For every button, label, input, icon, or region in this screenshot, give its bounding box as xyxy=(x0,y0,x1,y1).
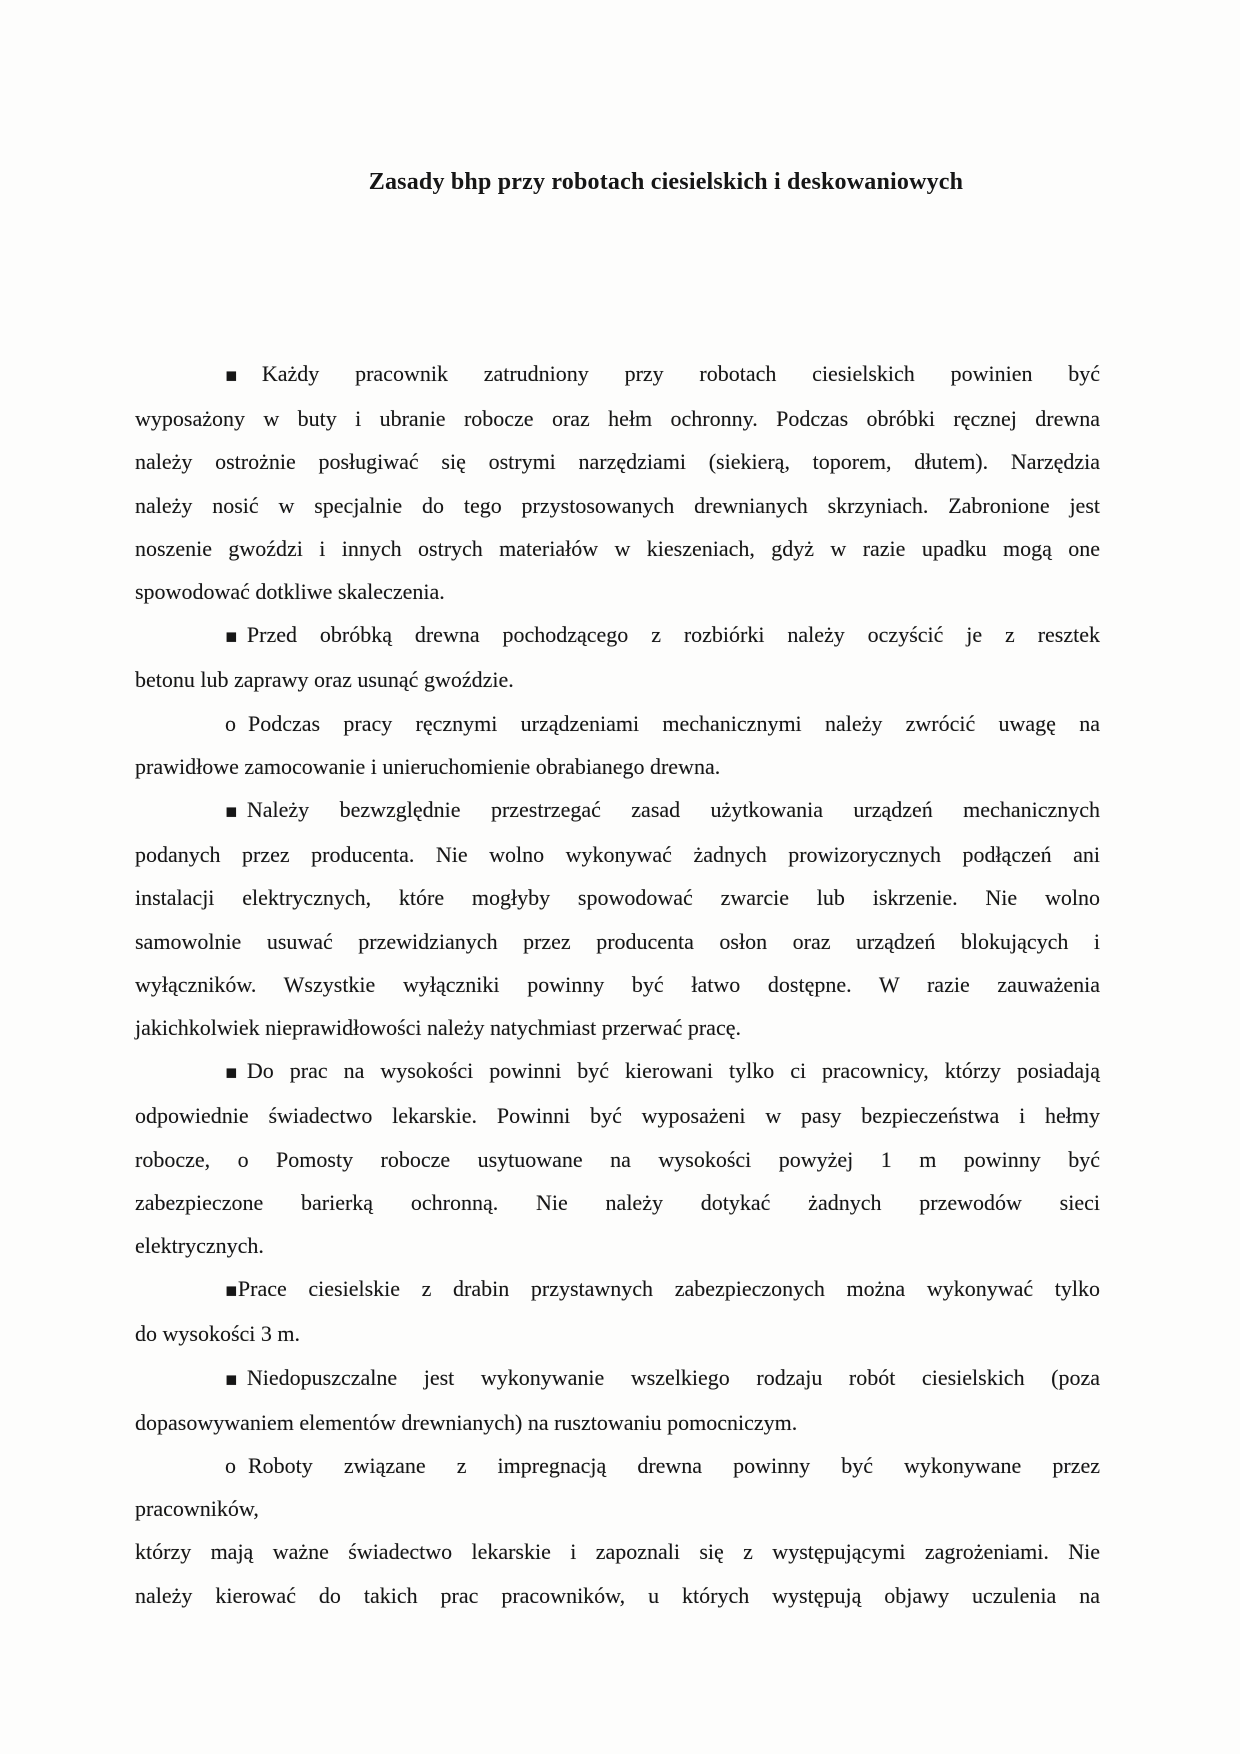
text-line xyxy=(135,613,1100,658)
line-text: dopasowywaniem elementów drewnianych) na rusztowaniu pomocniczym. xyxy=(135,1409,798,1435)
text-line xyxy=(135,658,1100,701)
text-line xyxy=(135,1049,1100,1094)
text-line xyxy=(135,570,1100,613)
line-text: Należy bezwzględnie przestrzegać zasad użytkowania urządzeń mechanicznych xyxy=(246,797,1100,823)
bullet-square-icon: ▪ xyxy=(225,1367,238,1390)
line-text: noszenie gwoździ i innych ostrych materiałów w kieszeniach, gdyż w razie upadku mogą one xyxy=(135,535,1100,561)
line-text: pracowników, xyxy=(135,1496,259,1522)
text-line xyxy=(135,484,1100,527)
line-text: Każdy pracownik zatrudniony przy robotach ciesielskich powinien być xyxy=(261,361,1100,386)
text-line xyxy=(135,788,1100,833)
line-text: do wysokości 3 m. xyxy=(135,1321,300,1347)
text-line xyxy=(135,1267,1100,1312)
text-line xyxy=(135,702,1100,745)
line-text: samowolnie usuwać przewidzianych przez producenta osłon oraz urządzeń blokujących i xyxy=(135,928,1100,954)
text-line xyxy=(135,397,1100,440)
text-line xyxy=(135,440,1100,483)
text-line xyxy=(135,920,1100,963)
text-line xyxy=(135,1401,1100,1444)
text-line xyxy=(135,1444,1100,1487)
line-text: elektrycznych. xyxy=(135,1233,264,1259)
line-text: Niedopuszczalne jest wykonywanie wszelkiego rodzaju robót ciesielskich (poza xyxy=(246,1364,1100,1390)
text-line xyxy=(135,527,1100,570)
line-text: prawidłowe zamocowanie i unieruchomienie obrabianego drewna. xyxy=(135,753,721,779)
text-line xyxy=(135,963,1100,1006)
line-text: którzy mają ważne świadectwo lekarskie i zapoznali się z występującymi zagrożeniami. Nie xyxy=(135,1539,1100,1565)
line-text: Podczas pracy ręcznymi urządzeniami mechanicznymi należy zwrócić uwagę na xyxy=(248,710,1100,736)
text-line xyxy=(135,352,1100,397)
text-line xyxy=(135,1224,1100,1267)
text-line xyxy=(135,1138,1100,1181)
line-text: wyłączników. Wszystkie wyłączniki powinny być łatwo dostępne. W razie zauważenia xyxy=(135,971,1100,997)
line-text: spowodować dotkliwe skaleczenia. xyxy=(135,579,445,605)
line-text: należy ostrożnie posługiwać się ostrymi narzędziami (siekierą, toporem, dłutem). Narzędzia xyxy=(135,449,1100,475)
text-line xyxy=(135,1574,1100,1617)
line-text: odpowiednie świadectwo lekarskie. Powinni być wyposażeni w pasy bezpieczeństwa i hełmy xyxy=(135,1103,1100,1129)
bullet-o-marker: o xyxy=(225,1453,236,1479)
bullet-square-icon: ▪ xyxy=(225,1061,238,1084)
bullet-square-icon: ▪ xyxy=(225,364,238,386)
line-text: podanych przez producenta. Nie wolno wykonywać żadnych prowizorycznych podłączeń ani xyxy=(135,842,1100,868)
line-text: wyposażony w buty i ubranie robocze oraz hełm ochronny. Podczas obróbki ręcznej drewna xyxy=(135,406,1100,432)
text-line xyxy=(135,745,1100,788)
line-text: robocze, o Pomosty robocze usytuowane na wysokości powyżej 1 m powinny być xyxy=(135,1146,1100,1172)
bullet-square-icon: ▪ xyxy=(225,800,238,823)
document-body xyxy=(135,352,1100,1617)
bullet-square-icon: ▪ xyxy=(225,1279,238,1302)
text-line xyxy=(135,833,1100,876)
text-line xyxy=(135,1181,1100,1224)
text-line xyxy=(135,1487,1100,1530)
text-line xyxy=(135,1530,1100,1573)
text-line xyxy=(135,876,1100,919)
line-text: betonu lub zaprawy oraz usunąć gwoździe. xyxy=(135,667,514,693)
bullet-square-icon: ▪ xyxy=(225,625,238,648)
document-title: Zasady bhp przy robotach ciesielskich i deskowaniowych xyxy=(368,169,964,195)
text-line xyxy=(135,1312,1100,1355)
text-line xyxy=(135,1094,1100,1137)
line-text: należy kierować do takich prac pracowników, u których występują objawy uczulenia na xyxy=(135,1582,1100,1608)
line-text: Przed obróbką drewna pochodzącego z rozbiórki należy oczyścić je z resztek xyxy=(246,622,1100,648)
line-text: należy nosić w specjalnie do tego przystosowanych drewnianych skrzyniach. Zabronione jest xyxy=(135,492,1100,518)
line-text: Roboty związane z impregnacją drewna powinny być wykonywane przez xyxy=(248,1453,1100,1479)
bullet-o-marker: o xyxy=(225,710,236,736)
text-line xyxy=(135,1006,1100,1049)
text-line xyxy=(135,1356,1100,1401)
line-text: zabezpieczone barierką ochronną. Nie należy dotykać żadnych przewodów sieci xyxy=(135,1189,1100,1215)
line-text: Do prac na wysokości powinni być kierowani tylko ci pracownicy, którzy posiadają xyxy=(246,1058,1100,1084)
line-text: jakichkolwiek nieprawidłowości należy natychmiast przerwać pracę. xyxy=(135,1015,741,1041)
line-text: Prace ciesielskie z drabin przystawnych zabezpieczonych można wykonywać tylko xyxy=(237,1276,1100,1302)
line-text: instalacji elektrycznych, które mogłyby spowodować zwarcie lub iskrzenie. Nie wolno xyxy=(135,885,1100,911)
